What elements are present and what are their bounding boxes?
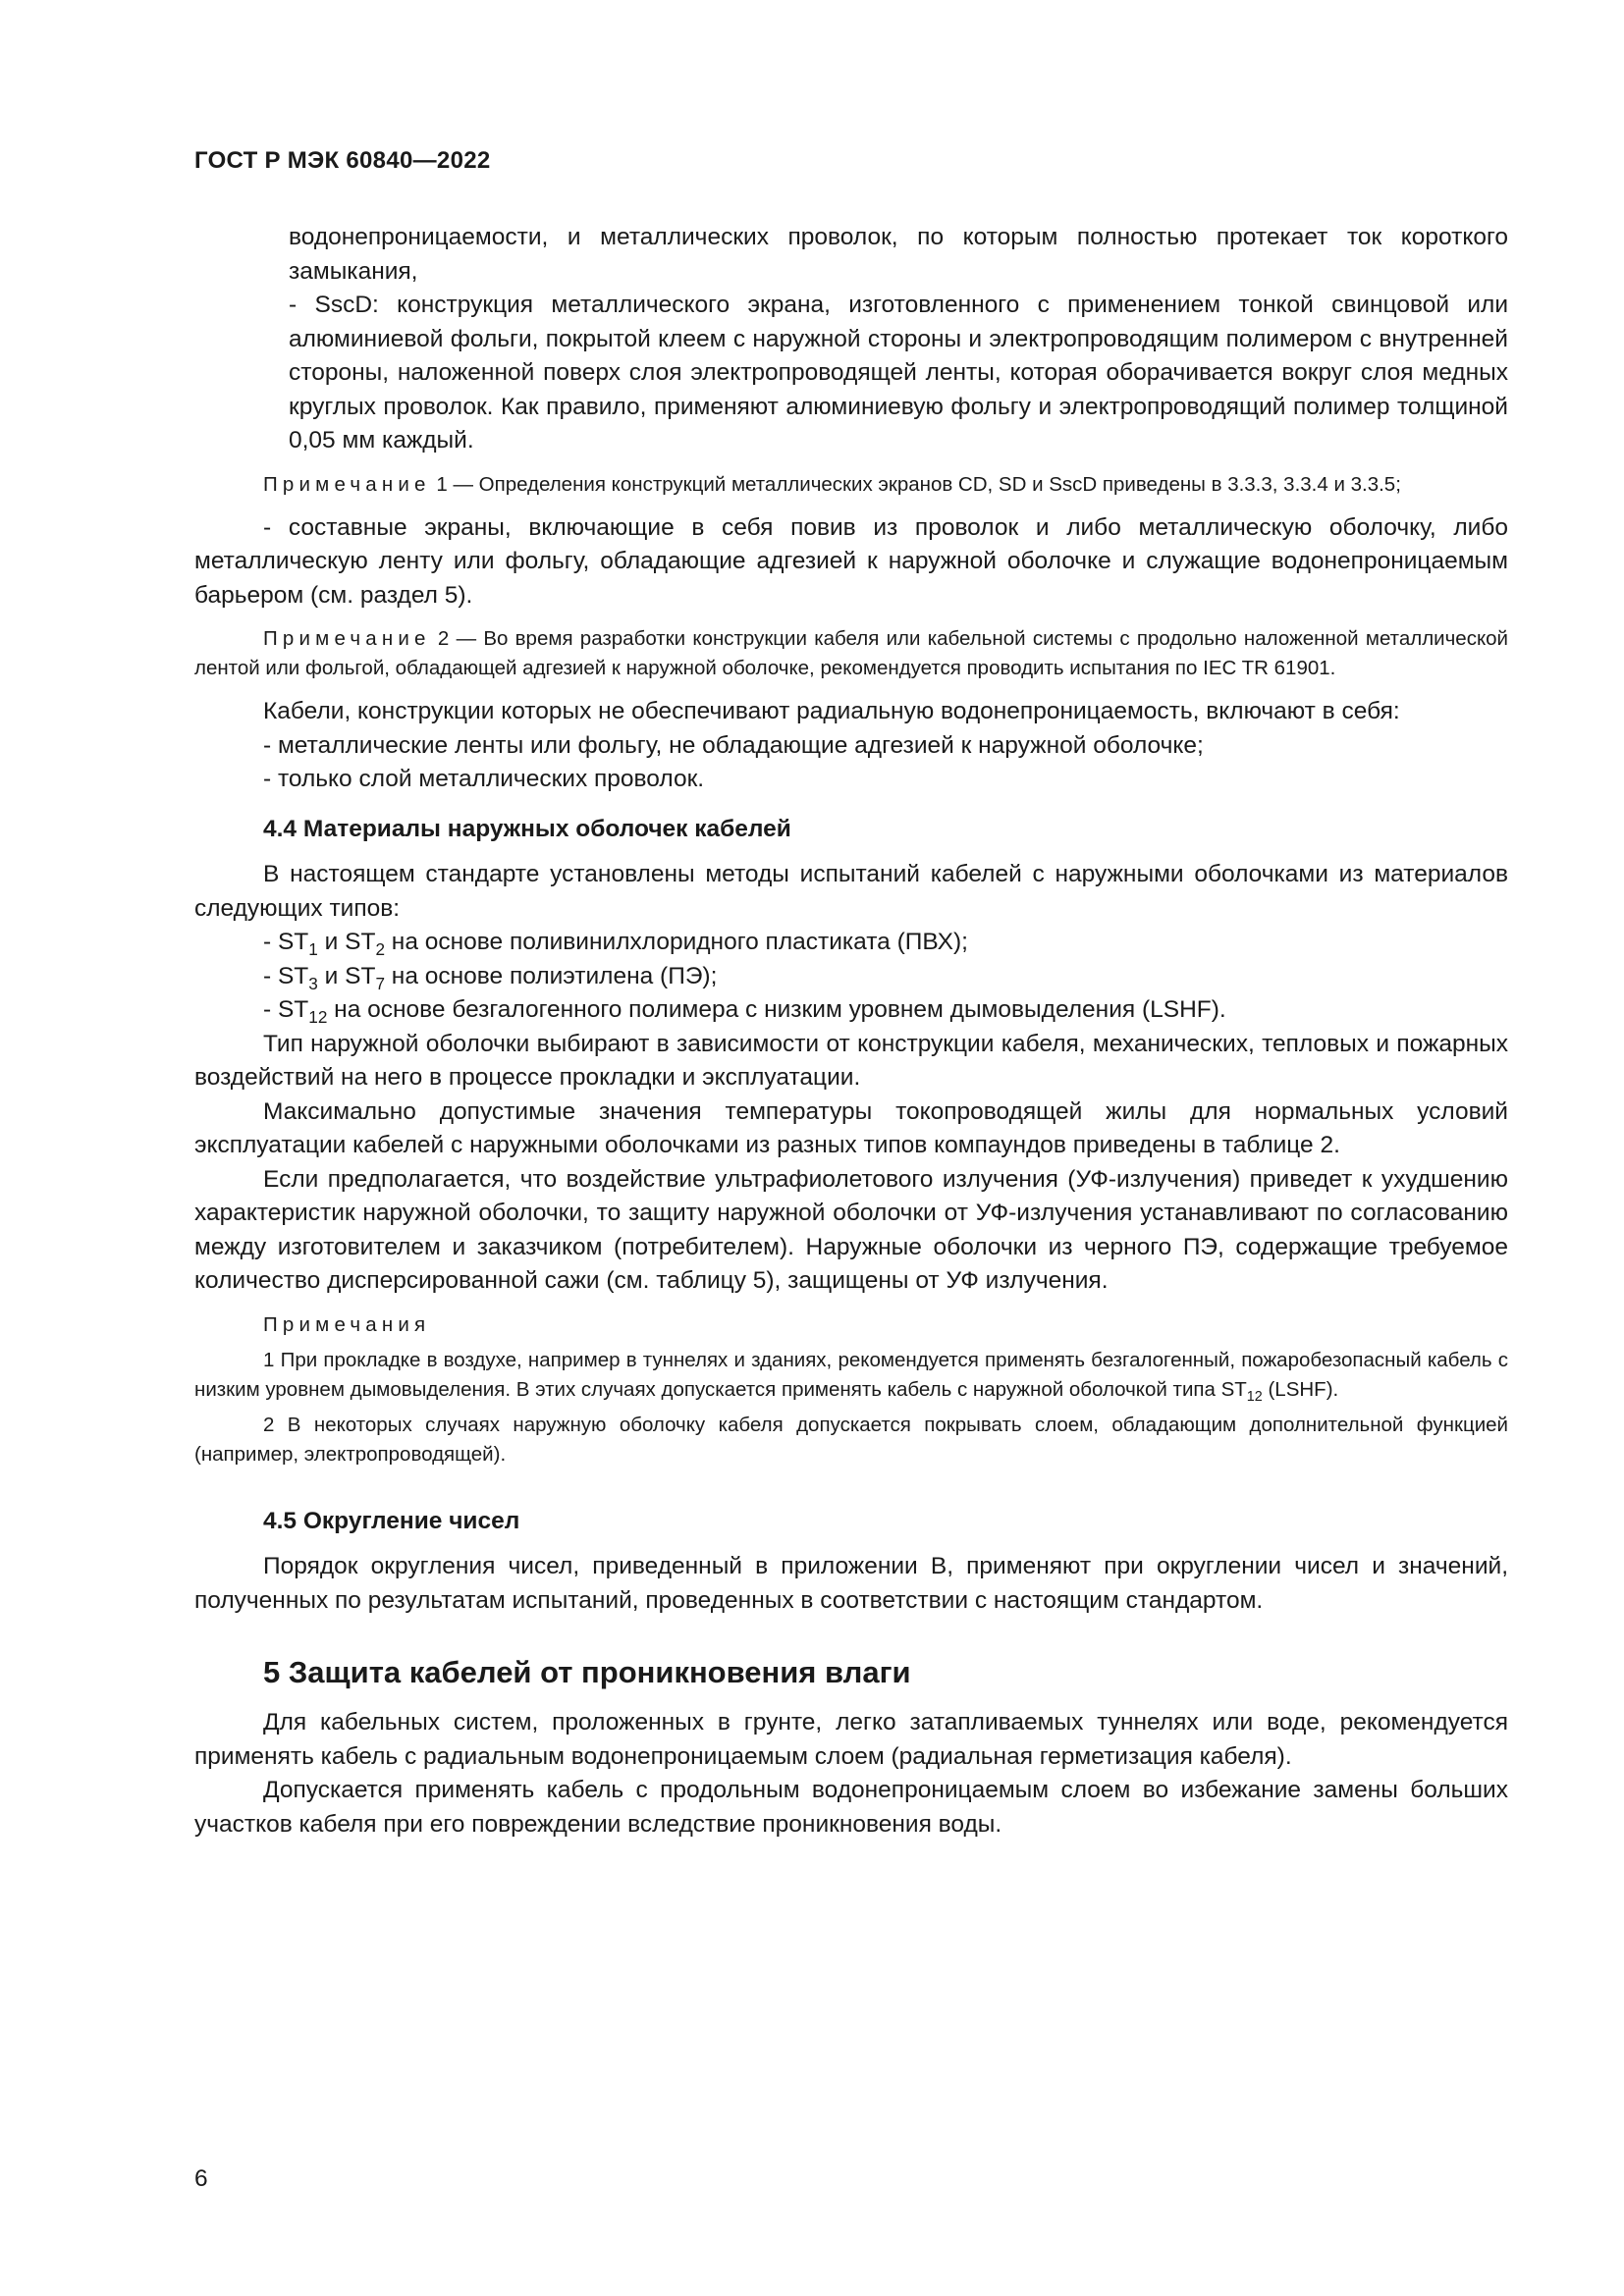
note-text: 1 — Определения конструкций металлических экранов CD, SD и SscD приведены в 3.3.3, 3.3.4 и 3.3.5; (430, 472, 1401, 496)
section-heading-4-5: 4.5 Округление чисел (263, 1507, 520, 1534)
paragraph: Для кабельных систем, проложенных в грунте, легко затапливаемых туннелях или воде, рекомендуется применять кабель с радиальным водонепроницаемым слоем (радиальная герметизация кабеля). (194, 1709, 1508, 1770)
note-text: 2 — Во время разработки конструкции кабеля или кабельной системы с продольно наложенной металлической лентой или фольгой, обладающей адгезией к наружной оболочке, рекомендуется проводить испытания по IEC TR 61901. (194, 627, 1508, 679)
paragraph: В настоящем стандарте установлены методы испытаний кабелей с наружными оболочками из материалов следующих типов: (194, 861, 1508, 922)
note-1 (194, 470, 1508, 500)
note-label: Примечание (263, 627, 431, 650)
page-body (194, 221, 1508, 1842)
continued-text: водонепроницаемости, и металлических проволок, по которым полностью протекает ток короткого замыкания, (289, 224, 1508, 285)
note-item: 2 В некоторых случаях наружную оболочку кабеля допускается покрывать слоем, обладающим дополнительной функцией (например, электропроводящей). (194, 1413, 1508, 1466)
paragraph: Максимально допустимые значения температуры токопроводящей жилы для нормальных условий эксплуатации кабелей с наружными оболочками из разных типов компаундов приведены в таблице 2. (194, 1097, 1508, 1158)
document-header: ГОСТ Р МЭК 60840—2022 (194, 147, 491, 174)
note-label: Примечание (263, 472, 431, 496)
paragraph: Допускается применять кабель с продольным водонепроницаемым слоем во избежание замены больших участков кабеля при его повреждении вследствие проникновения воды. (194, 1777, 1508, 1838)
continued-list (194, 221, 1508, 458)
section-heading-5: 5 Защита кабелей от проникновения влаги (263, 1655, 911, 1689)
paragraph-cables: Кабели, конструкции которых не обеспечивают радиальную водонепроницаемость, включают в себя: (263, 698, 1400, 724)
paragraph: Порядок округления чисел, приведенный в приложении В, применяют при округлении чисел и значений, полученных по результатам испытаний, проведенных в соответствии с настоящим стандартом. (194, 1553, 1508, 1614)
page-number: 6 (194, 2165, 208, 2192)
paragraph-composite: - составные экраны, включающие в себя повив из проволок и либо металлическую оболочку, либо металлическую ленту или фольгу, обладающие адгезией к наружной оболочке и служащие водонепроницаемым барьером (см. раздел 5). (194, 513, 1508, 609)
list-item: - $ST_{12}$ на основе безгалогенного полимера с низким уровнем дымовыделения (LSHF). (263, 996, 1226, 1027)
paragraph: Если предполагается, что воздействие ультрафиолетового излучения (УФ-излучения) приведет к ухудшению характеристик наружной оболочки, то защиту наружной оболочки от УФ-излучения устанавливают по согласованию между изготовителем и заказчиком (потребителем). Наружные оболочки из черного ПЭ, содержащие требуемое количество дисперсированной сажи (см. таблицу 5), защищены от УФ излучения. (194, 1165, 1508, 1294)
list-item-sscd: - SscD: конструкция металлического экрана, изготовленного с применением тонкой свинцовой или алюминиевой фольги, покрытой клеем с наружной стороны и электропроводящим полимером с внутренней стороны, наложенной поверх слоя электропроводящей ленты, которая оборачивается вокруг слоя медных круглых проволок. Как правило, применяют алюминиевую фольгу и электропроводящий полимер толщиной 0,05 мм каждый. (289, 292, 1508, 454)
list-item: - только слой металлических проволок. (263, 766, 705, 792)
list-item: - металлические ленты или фольгу, не обладающие адгезией к наружной оболочке; (263, 731, 1204, 759)
paragraph: Тип наружной оболочки выбирают в зависимости от конструкции кабеля, механических, тепловых и пожарных воздействий на него в процессе прокладки и эксплуатации. (194, 1030, 1508, 1091)
list-item: - $ST_3$ и $ST_7$ на основе полиэтилена (ПЭ); (263, 962, 718, 993)
list-item: - $ST_1$ и $ST_2$ на основе поливинилхлоридного пластиката (ПВХ); (263, 929, 968, 959)
notes-heading: Примечания (263, 1312, 431, 1336)
note-2 (194, 624, 1508, 683)
note-item: 1 При прокладке в воздухе, например в туннелях и зданиях, рекомендуется применять безгалогенный, пожаробезопасный кабель с низким уровнем дымовыделения. В этих случаях допускается применять кабель с наружной оболочкой типа $ST_{12}$ (LSHF). (194, 1348, 1508, 1405)
section-heading-4-4: 4.4 Материалы наружных оболочек кабелей (263, 815, 791, 842)
